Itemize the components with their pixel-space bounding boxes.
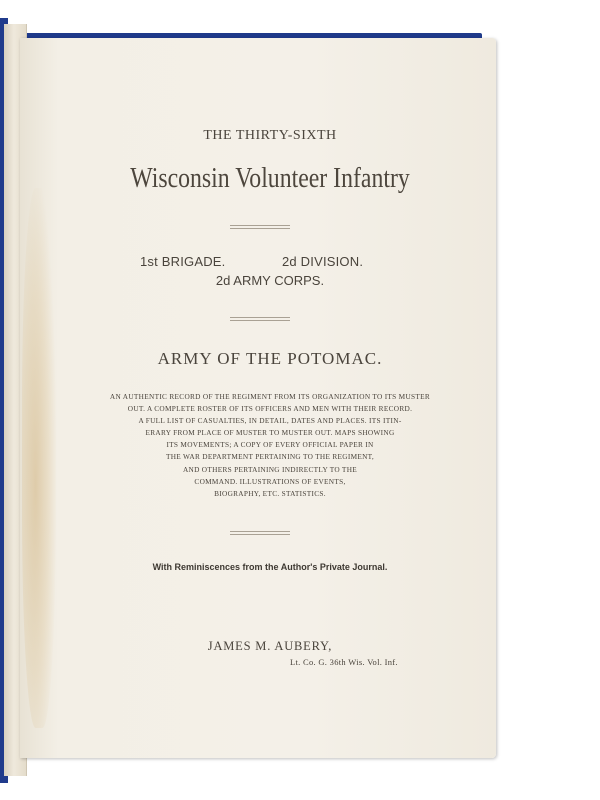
description-block bbox=[80, 391, 460, 500]
author-rank: Lt. Co. G. 36th Wis. Vol. Inf. bbox=[290, 657, 398, 667]
brigade-label: 1st BRIGADE. bbox=[140, 254, 226, 269]
division-label: 2d DIVISION. bbox=[282, 254, 364, 269]
description-line: COMMAND. ILLUSTRATIONS OF EVENTS, bbox=[194, 476, 346, 486]
title-page-content bbox=[60, 38, 480, 758]
description-line: ERARY FROM PLACE OF MUSTER TO MUSTER OUT. MAPS SHOWING bbox=[145, 428, 395, 438]
title-page bbox=[20, 38, 496, 758]
divider-rule bbox=[230, 317, 290, 321]
title-line-1: THE THIRTY-SIXTH bbox=[203, 128, 337, 143]
divider-rule bbox=[230, 531, 290, 535]
army-heading: ARMY OF THE POTOMAC. bbox=[157, 349, 383, 368]
title-line-2: Wisconsin Volunteer Infantry bbox=[130, 162, 410, 194]
reminiscences-line: With Reminiscences from the Author's Private Journal. bbox=[152, 562, 388, 572]
description-line: A FULL LIST OF CASUALTIES, IN DETAIL, DATES AND PLACES. ITS ITIN- bbox=[138, 416, 402, 426]
description-line: ITS MOVEMENTS; A COPY OF EVERY OFFICIAL PAPER IN bbox=[166, 440, 374, 450]
corps-label: 2d ARMY CORPS. bbox=[215, 273, 325, 288]
author-name: JAMES M. AUBERY, bbox=[207, 639, 333, 653]
foxing-stain bbox=[22, 188, 56, 728]
description-line: OUT. A COMPLETE ROSTER OF ITS OFFICERS AND MEN WITH THEIR RECORD. bbox=[127, 404, 413, 414]
divider-rule bbox=[230, 225, 290, 229]
description-line: AN AUTHENTIC RECORD OF THE REGIMENT FROM ITS ORGANIZATION TO ITS MUSTER bbox=[109, 392, 431, 401]
description-line: AND OTHERS PERTAINING INDIRECTLY TO THE bbox=[182, 464, 358, 474]
description-line: THE WAR DEPARTMENT PERTAINING TO THE REGIMENT, bbox=[165, 452, 375, 462]
description-line: BIOGRAPHY, ETC. STATISTICS. bbox=[214, 488, 326, 498]
